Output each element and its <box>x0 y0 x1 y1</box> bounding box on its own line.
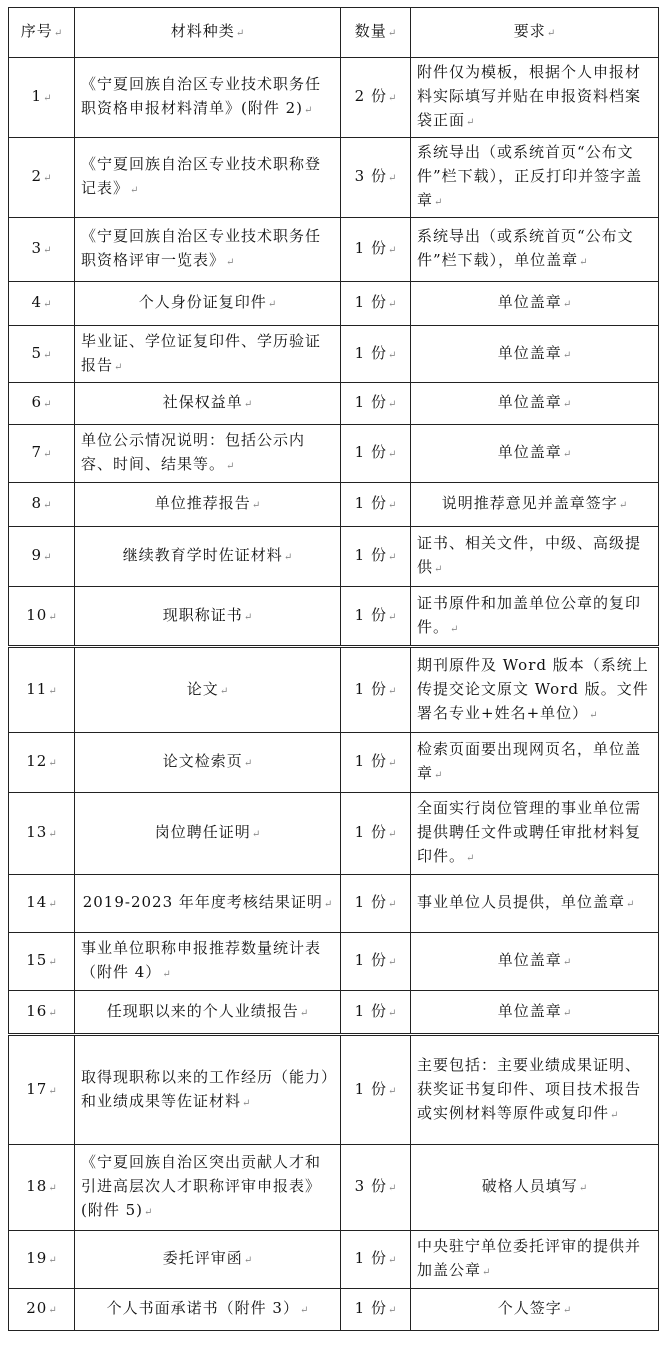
row-number: 2↵ <box>9 138 75 218</box>
table-row <box>9 933 659 991</box>
table-row <box>9 138 659 218</box>
row-quantity: 1 份↵ <box>341 991 411 1035</box>
header-qty: 数量↵ <box>341 8 411 58</box>
table-header-row <box>9 8 659 58</box>
row-material: 岗位聘任证明↵ <box>75 793 341 875</box>
row-material: 《宁夏回族自治区专业技术职称登记表》↵ <box>75 138 341 218</box>
row-material: 个人身份证复印件↵ <box>75 282 341 326</box>
row-quantity: 1 份↵ <box>341 647 411 733</box>
row-material: 委托评审函↵ <box>75 1231 341 1289</box>
table-row <box>9 991 659 1035</box>
row-quantity: 1 份↵ <box>341 218 411 282</box>
row-requirement: 期刊原件及 Word 版本（系统上传提交论文原文 Word 版。文件署名专业+姓名+单位）↵ <box>411 647 659 733</box>
row-requirement: 证书、相关文件，中级、高级提供↵ <box>411 527 659 587</box>
row-requirement: 单位盖章↵ <box>411 383 659 425</box>
row-material: 事业单位职称申报推荐数量统计表（附件 4）↵ <box>75 933 341 991</box>
row-number: 4↵ <box>9 282 75 326</box>
row-material: 2019-2023 年年度考核结果证明↵ <box>75 875 341 933</box>
table-row <box>9 58 659 138</box>
row-requirement: 附件仅为模板，根据个人申报材料实际填写并贴在申报资料档案袋正面↵ <box>411 58 659 138</box>
row-number: 11↵ <box>9 647 75 733</box>
row-quantity: 1 份↵ <box>341 483 411 527</box>
table-row <box>9 218 659 282</box>
row-material: 论文↵ <box>75 647 341 733</box>
row-number: 16↵ <box>9 991 75 1035</box>
table-row <box>9 483 659 527</box>
row-requirement: 破格人员填写↵ <box>411 1145 659 1231</box>
row-requirement: 单位盖章↵ <box>411 326 659 383</box>
row-quantity: 1 份↵ <box>341 326 411 383</box>
row-number: 13↵ <box>9 793 75 875</box>
row-number: 18↵ <box>9 1145 75 1231</box>
table-row <box>9 1289 659 1331</box>
table-row <box>9 587 659 647</box>
row-number: 5↵ <box>9 326 75 383</box>
row-material: 任现职以来的个人业绩报告↵ <box>75 991 341 1035</box>
table-row <box>9 1035 659 1145</box>
row-requirement: 主要包括：主要业绩成果证明、获奖证书复印件、项目技术报告或实例材料等原件或复印件↵ <box>411 1035 659 1145</box>
row-number: 12↵ <box>9 733 75 793</box>
row-quantity: 2 份↵ <box>341 58 411 138</box>
row-quantity: 1 份↵ <box>341 733 411 793</box>
row-requirement: 证书原件和加盖单位公章的复印件。↵ <box>411 587 659 647</box>
table-row <box>9 1231 659 1289</box>
row-number: 17↵ <box>9 1035 75 1145</box>
row-quantity: 1 份↵ <box>341 527 411 587</box>
table-row <box>9 733 659 793</box>
row-number: 3↵ <box>9 218 75 282</box>
table-row <box>9 875 659 933</box>
row-number: 1↵ <box>9 58 75 138</box>
table-row <box>9 326 659 383</box>
header-req: 要求↵ <box>411 8 659 58</box>
row-requirement: 系统导出（或系统首页“公布文件”栏下载），正反打印并签字盖章↵ <box>411 138 659 218</box>
row-number: 19↵ <box>9 1231 75 1289</box>
row-number: 9↵ <box>9 527 75 587</box>
row-requirement: 中央驻宁单位委托评审的提供并加盖公章↵ <box>411 1231 659 1289</box>
table-row <box>9 793 659 875</box>
row-requirement: 系统导出（或系统首页“公布文件”栏下载），单位盖章↵ <box>411 218 659 282</box>
row-number: 10↵ <box>9 587 75 647</box>
row-number: 20↵ <box>9 1289 75 1331</box>
row-quantity: 3 份↵ <box>341 1145 411 1231</box>
row-number: 14↵ <box>9 875 75 933</box>
header-material: 材料种类↵ <box>75 8 341 58</box>
row-quantity: 1 份↵ <box>341 425 411 483</box>
row-material: 取得现职称以来的工作经历（能力）和业绩成果等佐证材料↵ <box>75 1035 341 1145</box>
row-material: 单位公示情况说明：包括公示内容、时间、结果等。↵ <box>75 425 341 483</box>
table-row <box>9 647 659 733</box>
row-requirement: 单位盖章↵ <box>411 933 659 991</box>
row-requirement: 事业单位人员提供，单位盖章↵ <box>411 875 659 933</box>
table-row <box>9 1145 659 1231</box>
row-requirement: 说明推荐意见并盖章签字↵ <box>411 483 659 527</box>
row-material: 个人书面承诺书（附件 3）↵ <box>75 1289 341 1331</box>
row-quantity: 1 份↵ <box>341 282 411 326</box>
table-row <box>9 527 659 587</box>
row-number: 15↵ <box>9 933 75 991</box>
row-material: 《宁夏回族自治区专业技术职务任职资格申报材料清单》(附件 2)↵ <box>75 58 341 138</box>
row-requirement: 单位盖章↵ <box>411 991 659 1035</box>
row-number: 7↵ <box>9 425 75 483</box>
row-requirement: 个人签字↵ <box>411 1289 659 1331</box>
row-quantity: 1 份↵ <box>341 587 411 647</box>
row-material: 单位推荐报告↵ <box>75 483 341 527</box>
row-quantity: 3 份↵ <box>341 138 411 218</box>
row-material: 社保权益单↵ <box>75 383 341 425</box>
row-material: 毕业证、学位证复印件、学历验证报告↵ <box>75 326 341 383</box>
table-row <box>9 383 659 425</box>
row-quantity: 1 份↵ <box>341 1231 411 1289</box>
row-quantity: 1 份↵ <box>341 793 411 875</box>
row-material: 论文检索页↵ <box>75 733 341 793</box>
row-quantity: 1 份↵ <box>341 875 411 933</box>
row-material: 《宁夏回族自治区突出贡献人才和引进高层次人才职称评审申报表》(附件 5)↵ <box>75 1145 341 1231</box>
row-quantity: 1 份↵ <box>341 383 411 425</box>
table-row <box>9 425 659 483</box>
row-material: 《宁夏回族自治区专业技术职务任职资格评审一览表》↵ <box>75 218 341 282</box>
row-quantity: 1 份↵ <box>341 933 411 991</box>
row-number: 6↵ <box>9 383 75 425</box>
row-requirement: 单位盖章↵ <box>411 425 659 483</box>
row-number: 8↵ <box>9 483 75 527</box>
row-requirement: 全面实行岗位管理的事业单位需提供聘任文件或聘任审批材料复印件。↵ <box>411 793 659 875</box>
row-material: 继续教育学时佐证材料↵ <box>75 527 341 587</box>
materials-table <box>8 7 659 1331</box>
row-material: 现职称证书↵ <box>75 587 341 647</box>
header-seq: 序号↵ <box>9 8 75 58</box>
row-requirement: 检索页面要出现网页名，单位盖章↵ <box>411 733 659 793</box>
table-row <box>9 282 659 326</box>
row-requirement: 单位盖章↵ <box>411 282 659 326</box>
row-quantity: 1 份↵ <box>341 1289 411 1331</box>
row-quantity: 1 份↵ <box>341 1035 411 1145</box>
